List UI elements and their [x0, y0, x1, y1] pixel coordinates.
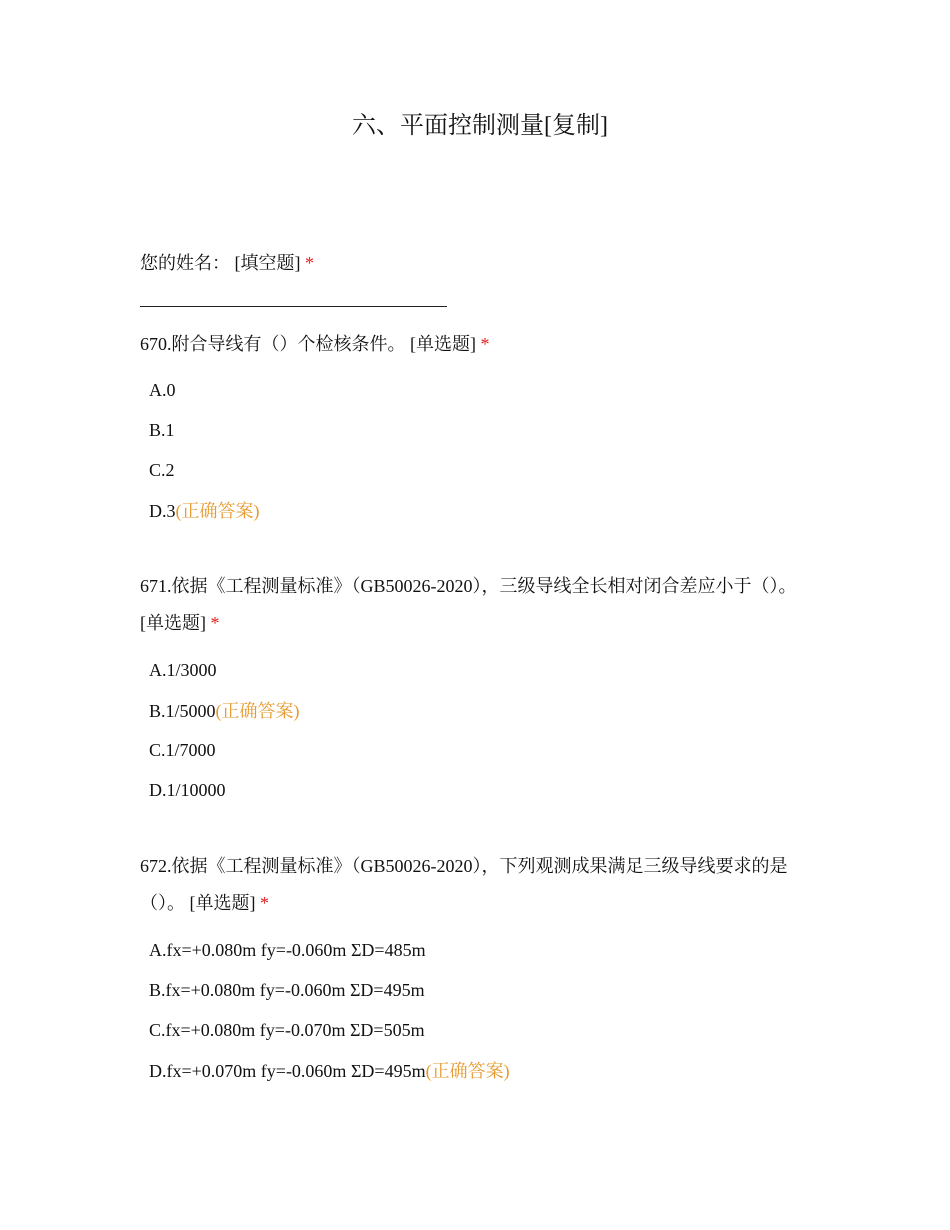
question-type: [单选题]	[140, 613, 206, 633]
question-670	[140, 326, 490, 363]
option-text: D.fx=+0.070m fy=-0.060m ΣD=495m	[149, 1061, 426, 1081]
question-type: [单选题]	[189, 893, 256, 913]
correct-answer-tag: (正确答案)	[175, 501, 260, 521]
question-type: [单选题]	[410, 334, 476, 354]
option-671-d[interactable]: D.1/10000	[149, 780, 226, 800]
option-670-c[interactable]: C.2	[149, 460, 175, 480]
option-text: D.3	[149, 501, 176, 521]
correct-answer-tag: (正确答案)	[425, 1061, 510, 1081]
name-label: 您的姓名：	[140, 253, 230, 273]
question-text: 671.依据《工程测量标准》（GB50026-2020），三级导线全长相对闭合差应小于（）。	[140, 576, 797, 596]
question-672	[140, 848, 820, 922]
correct-answer-tag: (正确答案)	[215, 701, 300, 721]
option-670-d[interactable]	[149, 499, 260, 523]
option-672-a[interactable]: A.fx=+0.080m fy=-0.060m ΣD=485m	[149, 940, 426, 960]
option-text: B.1/5000	[149, 701, 216, 721]
name-answer-line[interactable]	[140, 306, 447, 307]
option-672-d[interactable]	[149, 1059, 510, 1083]
name-type: [填空题]	[234, 253, 301, 273]
required-star: *	[210, 613, 220, 633]
required-star: *	[305, 253, 314, 273]
option-670-a[interactable]: A.0	[149, 380, 176, 400]
name-question	[140, 245, 314, 282]
required-star: *	[260, 893, 269, 913]
question-text: 670.附合导线有（）个检核条件。	[140, 334, 406, 354]
required-star: *	[480, 334, 490, 354]
option-672-c[interactable]: C.fx=+0.080m fy=-0.070m ΣD=505m	[149, 1020, 425, 1040]
page-title: 六、平面控制测量[复制]	[352, 113, 608, 139]
option-671-c[interactable]: C.1/7000	[149, 740, 216, 760]
question-text: 672.依据《工程测量标准》（GB50026-2020），下列观测成果满足三级导线要求的是（）。	[140, 856, 788, 913]
option-671-b[interactable]	[149, 699, 300, 723]
option-670-b[interactable]: B.1	[149, 420, 175, 440]
option-671-a[interactable]: A.1/3000	[149, 660, 217, 680]
question-671	[140, 568, 820, 642]
option-672-b[interactable]: B.fx=+0.080m fy=-0.060m ΣD=495m	[149, 980, 425, 1000]
